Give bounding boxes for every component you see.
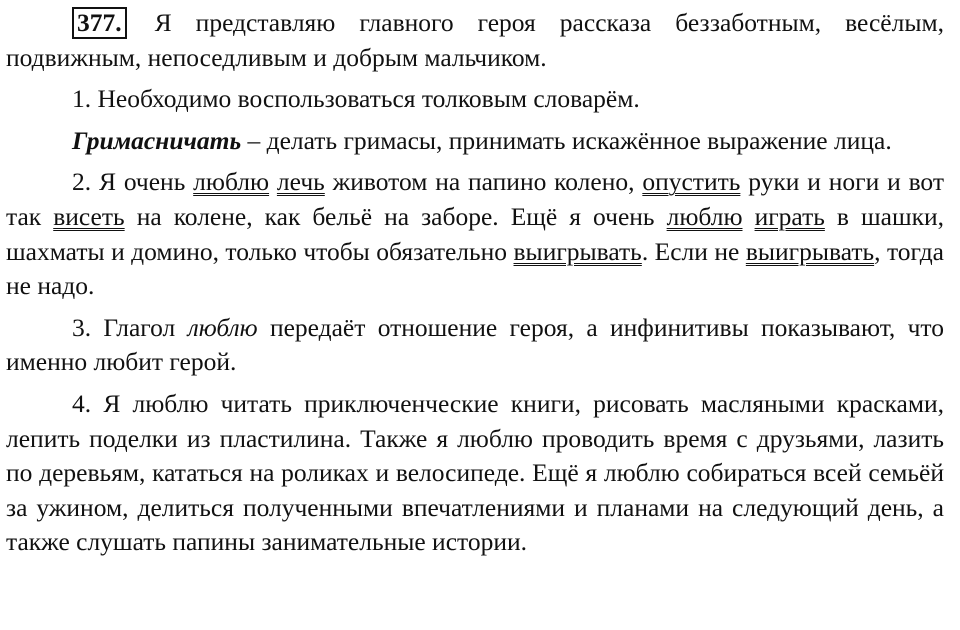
text-fragment	[743, 202, 755, 231]
underlined-verb: выигрывать	[513, 236, 642, 266]
text-fragment: в шашки, шахматы и домино, только чтобы обязательно	[6, 201, 944, 266]
underlined-verb: люблю	[666, 201, 743, 231]
definition-paragraph	[6, 124, 944, 159]
underlined-verb: играть	[754, 201, 825, 231]
underlined-verb: лечь	[276, 167, 325, 197]
exercise-number-badge: 377.	[72, 7, 127, 39]
point-1-paragraph: 1. Необходимо воспользоваться толковым словарём.	[72, 84, 640, 114]
underlined-verb: висеть	[53, 201, 125, 231]
text-fragment: 3. Глагол	[72, 312, 188, 342]
text-fragment: животом на папино колено,	[324, 167, 643, 197]
point-4-paragraph: 4. Я люблю читать приключенческие книги, рисовать масляными красками, лепить поделки из пластилина. Также я люблю проводить время с друзьями, лазить по деревьям, кататься на роликах и велосипеде. Ещё я люблю собираться всей семьёй за ужином, делиться полученными впечатлениями и планами на следующий день, а также слушать папины занимательные истории.	[6, 388, 944, 557]
underlined-verb: люблю	[193, 167, 270, 197]
underlined-verb: опустить	[642, 167, 741, 197]
intro-text: Я представляю главного героя рассказа беззаботным, весёлым, подвижным, непоседливым и добрым мальчиком.	[6, 8, 944, 72]
definition-term: Гримасничать	[72, 125, 242, 155]
point-2-paragraph	[6, 165, 944, 303]
text-fragment: на колене, как бельё на заборе. Ещё я очень	[124, 201, 667, 231]
underlined-verb: выигрывать	[745, 236, 875, 266]
point-3-paragraph	[6, 311, 944, 380]
text-fragment: 2. Я очень	[72, 167, 194, 197]
text-fragment	[269, 167, 277, 196]
text-fragment: . Если не	[641, 236, 746, 266]
text-fragment: передаёт отношение героя, а инфинитивы показывают, что именно любит герой.	[6, 312, 944, 377]
exercise-intro-paragraph	[6, 6, 944, 75]
italic-word: люблю	[187, 312, 258, 342]
definition-text: – делать гримасы, принимать искажённое выражение лица.	[241, 125, 892, 155]
text-fragment: руки и ноги и вот так	[6, 167, 944, 231]
text-fragment: , тогда не надо.	[6, 236, 945, 301]
